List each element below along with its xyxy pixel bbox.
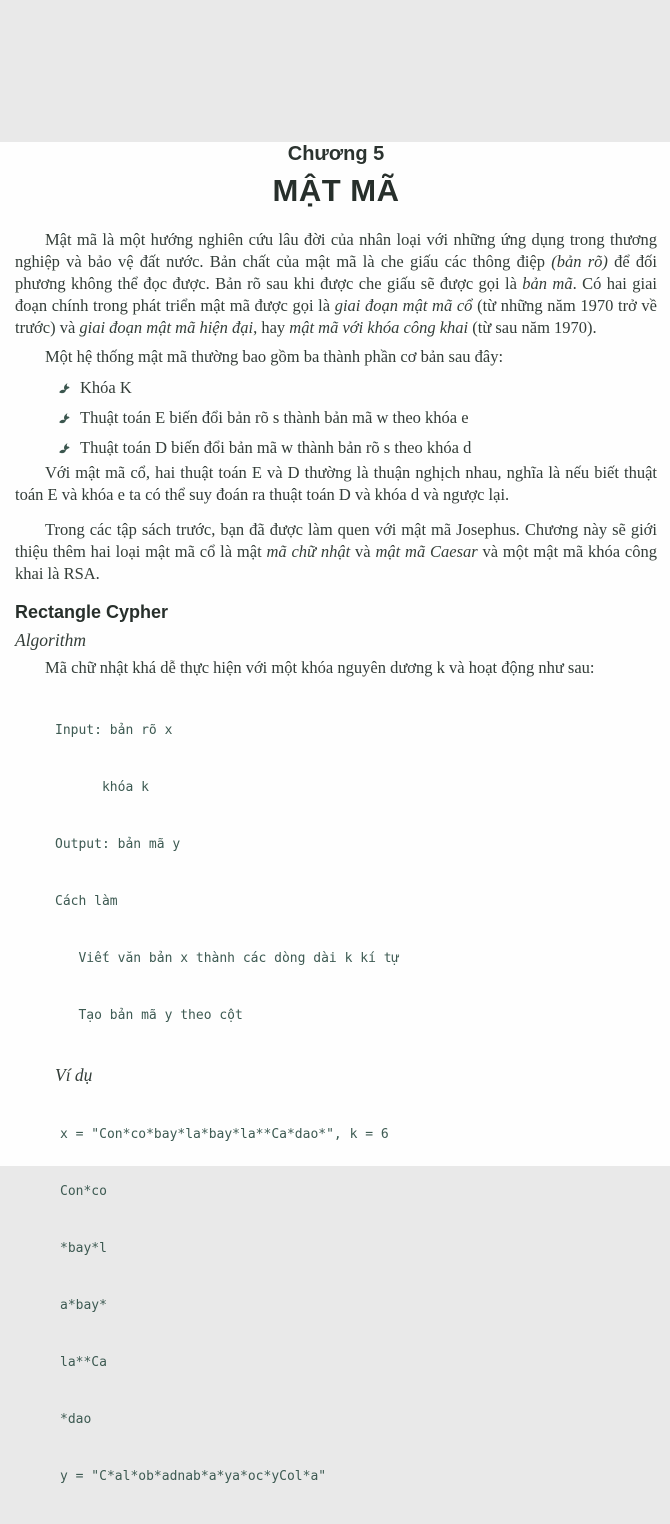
code-line: Tạo bản mã y theo cột xyxy=(55,1008,243,1023)
page-content xyxy=(0,142,670,1524)
document-page xyxy=(0,142,670,1484)
reversibility-paragraph: Với mật mã cổ, hai thuật toán E và D thường là thuận nghịch nhau, nghĩa là nếu biết thuật toán E và khóa e ta có thể suy đoán ra thuật toán D và khóa d và ngược lại. xyxy=(15,463,657,504)
dove-bullet-icon xyxy=(57,441,71,455)
list-item-text: Khóa K xyxy=(80,378,132,397)
code-line: *bay*l xyxy=(60,1241,107,1256)
code-line: Input: bản rõ x xyxy=(55,723,173,738)
code-line: Viết văn bản x thành các dòng dài k kí tự xyxy=(55,951,400,966)
intro-paragraph: Mật mã là một hướng nghiên cứu lâu đời của nhân loại với những ứng dụng trong thương nghiệp và bảo vệ đất nước. Bản chất của mật mã là che giấu các thông điệp (bản rõ) để đối phương không thể đọc được. Bản rõ sau khi được che giấu sẽ được gọi là bản mã. Có hai giai đoạn chính trong phát triển mật mã được gọi là giai đoạn mật mã cổ (từ những năm 1970 trở về trước) và giai đoạn mật mã hiện đại, hay mật mã với khóa công khai (từ sau năm 1970). xyxy=(15,230,658,337)
code-line: a*bay* xyxy=(60,1298,107,1313)
system-components-intro: Một hệ thống mật mã thường bao gồm ba thành phần cơ bản sau đây: xyxy=(45,347,504,366)
example-subheading: Ví dụ xyxy=(55,1065,93,1085)
code-line: Output: bản mã y xyxy=(55,837,181,852)
list-item-text: Thuật toán E biến đổi bản rõ s thành bản mã w theo khóa e xyxy=(80,408,469,427)
code-line: x = "Con*co*bay*la*bay*la**Ca*dao*", k = 6 xyxy=(60,1127,389,1142)
list-item xyxy=(57,377,657,399)
chapter-label: Chương 5 xyxy=(287,143,385,165)
code-line: Con*co xyxy=(60,1184,107,1199)
algorithm-subheading: Algorithm xyxy=(15,630,86,650)
code-line: *dao xyxy=(60,1412,92,1427)
list-item-text: Thuật toán D biến đổi bản mã w thành bản rõ s theo khóa d xyxy=(80,438,472,457)
code-line: la**Ca xyxy=(60,1355,107,1370)
dove-bullet-icon xyxy=(57,381,71,395)
code-line: khóa k xyxy=(55,780,149,795)
chapter-overview-paragraph: Trong các tập sách trước, bạn đã được làm quen với mật mã Josephus. Chương này sẽ giới thiệu thêm hai loại mật mã cổ là mật mã chữ nhật và mật mã Caesar và một mật mã khóa công khai là RSA. xyxy=(15,520,657,583)
list-item xyxy=(57,407,657,429)
components-list xyxy=(57,377,657,459)
code-line: y = "C*al*ob*adnab*a*ya*oc*yCol*a" xyxy=(60,1469,327,1484)
algorithm-description: Mã chữ nhật khá dễ thực hiện với một khóa nguyên dương k và hoạt động như sau: xyxy=(45,658,595,677)
dove-bullet-icon xyxy=(57,411,71,425)
chapter-title: MẬT MÃ xyxy=(272,173,400,208)
section-heading-rectangle-cypher: Rectangle Cypher xyxy=(15,602,169,622)
example-code-block xyxy=(60,1087,657,1524)
list-item xyxy=(57,437,657,459)
algorithm-code-block xyxy=(55,683,657,1063)
code-line: Cách làm xyxy=(55,894,118,909)
